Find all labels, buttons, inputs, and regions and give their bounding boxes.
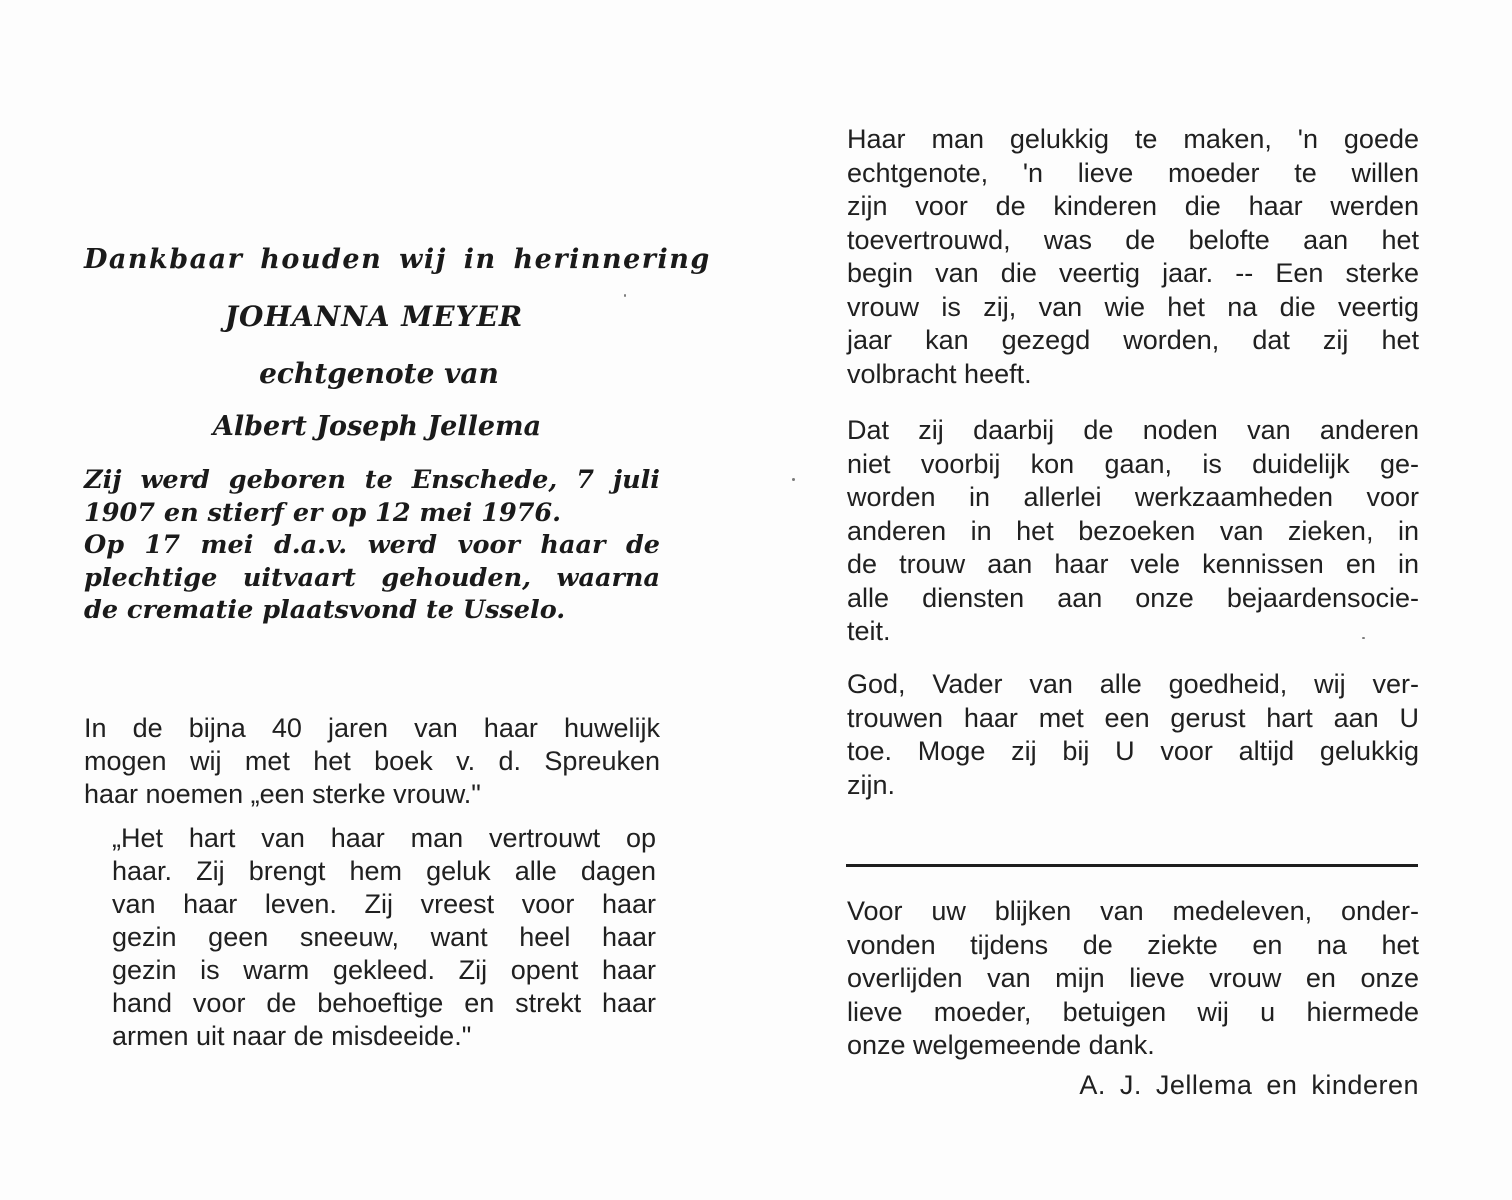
thanks-paragraph [847,895,1419,1063]
proverbs-intro [84,712,660,811]
quote-line: van haar leven. Zij vreest voor haar [112,889,656,919]
signature: A. J. Jellema en kinderen [1079,1070,1419,1100]
paragraph-line: toe. Moge zij bij U voor altijd gelukkig [847,736,1419,766]
paragraph-line: anderen in het bezoeken van zieken, in [847,515,1419,546]
spouse-label: echtgenote van [259,357,499,390]
paragraph-line: echtgenote, 'n lieve moeder te willen [847,157,1419,188]
paragraph-line: volbracht heeft. [847,358,1032,389]
biography-line: plechtige uitvaart gehouden, waarna [84,562,660,593]
paragraph-line: trouwen haar met een gerust hart aan U [847,702,1419,733]
paragraph-promise [847,123,1419,391]
paragraph-line: niet voorbij kon gaan, is duidelijk ge- [847,448,1419,479]
thanks-line: vonden tijdens de ziekte en na het [847,929,1419,960]
deceased-name: JOHANNA MEYER [224,300,524,333]
paragraph-line: de trouw aan haar vele kennissen en in [847,549,1419,579]
quote-line: gezin geen sneeuw, want heel haar [112,922,656,952]
proverbs-quote [112,822,656,1053]
quote-line: gezin is warm gekleed. Zij opent haar [112,955,656,985]
biography-line: de crematie plaatsvond te Usselo. [84,595,566,625]
scan-speck [1362,637,1365,639]
paragraph-line: God, Vader van alle goedheid, wij ver- [847,669,1419,699]
scan-speck [792,478,795,481]
biography [84,464,660,627]
quote-line: haar. Zij brengt hem geluk alle dagen [112,856,656,886]
paragraph-line: Haar man gelukkig te maken, 'n goede [847,124,1419,154]
dedication-heading: Dankbaar houden wij in herinnering [84,244,711,275]
paragraph-line: alle diensten aan onze bejaardensocie- [847,582,1419,613]
quote-line: armen uit naar de misdeeide." [112,1021,472,1051]
paragraph-line: toevertrouwd, was de belofte aan het [847,224,1419,255]
paragraph-prayer [847,668,1419,802]
proverbs-intro-line: mogen wij met het boek v. d. Spreuken [84,746,660,776]
proverbs-intro-line: haar noemen „een sterke vrouw." [84,779,481,809]
paragraph-service [847,414,1419,649]
paragraph-line: zijn. [847,769,896,800]
proverbs-intro-line: In de bijna 40 jaren van haar huwelijk [84,713,660,743]
quote-line: hand voor de behoeftige en strekt haar [112,988,656,1018]
paragraph-line: zijn voor de kinderen die haar werden [847,191,1419,221]
thanks-line: onze welgemeende dank. [847,1030,1155,1060]
paragraph-line: teit. [847,616,891,646]
biography-line: Zij werd geboren te Enschede, 7 juli [84,465,660,495]
biography-line: 1907 en stierf er op 12 mei 1976. [84,497,562,528]
scan-speck [624,294,626,297]
paragraph-line: Dat zij daarbij de noden van anderen [847,415,1419,445]
thanks-line: lieve moeder, betuigen wij u hiermede [847,996,1419,1027]
thanks-line: overlijden van mijn lieve vrouw en onze [847,963,1419,993]
paragraph-line: jaar kan gezegd worden, dat zij het [847,325,1419,355]
paragraph-line: vrouw is zij, van wie het na die veertig [847,291,1419,322]
paragraph-line: begin van die veertig jaar. -- Een sterke [847,258,1419,288]
left-panel [84,238,711,627]
paragraph-line: worden in allerlei werkzaamheden voor [847,482,1419,512]
spouse-name: Albert Joseph Jellema [212,411,542,442]
thanks-line: Voor uw blijken van medeleven, onder- [847,896,1419,926]
divider-rule [846,864,1418,867]
biography-line: Op 17 mei d.a.v. werd voor haar de [84,530,660,560]
quote-line: „Het hart van haar man vertrouwt op [112,823,656,853]
